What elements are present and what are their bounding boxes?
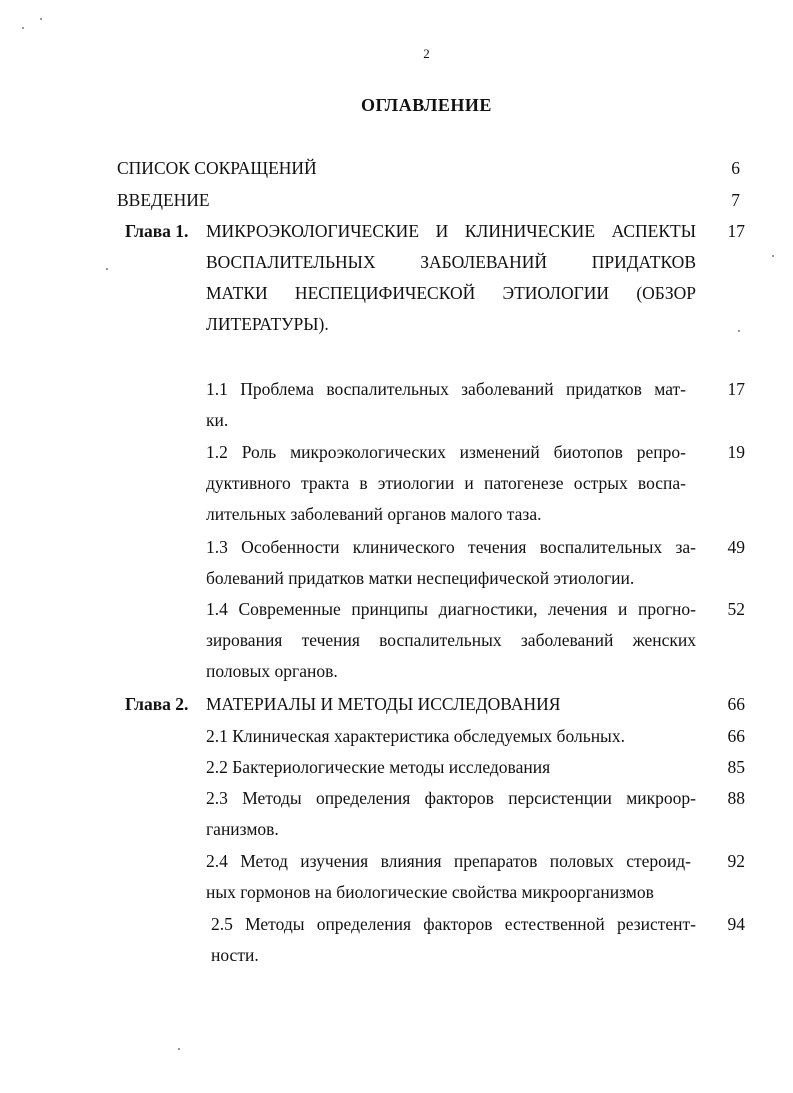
toc-entry-page: 17 [727,379,745,399]
section-title: 2.1 Клиническая характеристика обследуемых больных. [206,726,625,746]
chapter-title-line: МИКРОЭКОЛОГИЧЕСКИЕ И КЛИНИЧЕСКИЕ АСПЕКТЫ [206,221,696,241]
toc-entry-page: 94 [727,914,745,934]
section-title-line: зирования течения воспалительных заболеваний женских [206,630,696,650]
toc-entry-page: 17 [727,221,745,241]
section-title-line: лительных заболеваний органов малого таза. [206,504,542,524]
section-title-line: ных гормонов на биологические свойства микроорганизмов [206,882,654,902]
chapter-title [206,216,696,340]
section-title: 2.2 Бактериологические методы исследования [206,757,551,777]
toc-section-1-3 [0,532,793,594]
section-title-line: ности. [211,945,259,965]
section-title [206,532,696,594]
section-title-line: 2.5 Методы определения факторов естественной резистент- [211,914,696,934]
toc-entry-page: 85 [727,757,745,777]
chapter-title-line: МАТКИ НЕСПЕЦИФИЧЕСКОЙ ЭТИОЛОГИИ (ОБЗОР [206,283,696,303]
toc-chapter-2 [0,689,793,720]
section-title-line: 1.4 Современные принципы диагностики, лечения и прогно- [206,599,696,619]
section-title-line: 1.3 Особенности клинического течения воспалительных за- [206,537,696,557]
section-title [206,594,696,687]
toc-section-2-5 [0,909,793,971]
section-title [206,846,691,908]
chapter-label: Глава 2. [125,694,189,714]
toc-entry-page: 49 [727,537,745,557]
toc-chapter-1 [0,216,793,340]
toc-entry-page: 92 [727,851,745,871]
toc-entry-text: ВВЕДЕНИЕ [117,190,210,210]
toc-section-2-1 [0,721,793,752]
toc-entry-text: СПИСОК СОКРАЩЕНИЙ [117,158,317,178]
section-title-line: дуктивного тракта в этиологии и патогенезе острых воспа- [206,473,686,493]
section-title-line: 1.2 Роль микроэкологических изменений биотопов репро- [206,442,686,462]
toc-entry-page: 19 [727,442,745,462]
section-title-line: 2.4 Метод изучения влияния препаратов половых стероид- [206,851,691,871]
section-title [211,909,696,971]
section-title-line: 1.1 Проблема воспалительных заболеваний придатков мат- [206,379,686,399]
scan-speck [22,27,24,29]
toc-section-1-2 [0,437,793,530]
toc-section-1-1 [0,374,793,436]
section-title-line: ганизмов. [206,819,279,839]
section-title-line: половых органов. [206,661,338,681]
toc-entry-page: 7 [731,190,740,210]
section-title [206,783,696,845]
section-title-line: 2.3 Методы определения факторов персистенции микроор- [206,788,696,808]
section-title [206,374,686,436]
chapter-label: Глава 1. [125,221,189,241]
section-title-line: ки. [206,410,229,430]
toc-section-2-2 [0,752,793,783]
toc-section-2-3 [0,783,793,845]
toc-entry-abbreviations [0,153,793,184]
scan-speck [40,18,42,20]
toc-section-1-4 [0,594,793,687]
scan-speck [178,1048,180,1050]
page-number: 2 [423,46,430,61]
chapter-title-line: ЛИТЕРАТУРЫ). [206,314,329,334]
toc-entry-page: 66 [727,694,745,714]
toc-entry-page: 88 [727,788,745,808]
section-title-line: болеваний придатков матки неспецифической этиологии. [206,568,635,588]
page-title: ОГЛАВЛЕНИЕ [361,95,492,115]
section-title [206,437,686,530]
toc-entry-page: 6 [731,158,740,178]
chapter-title: МАТЕРИАЛЫ И МЕТОДЫ ИССЛЕДОВАНИЯ [206,694,561,714]
toc-entry-introduction [0,185,793,216]
toc-entry-page: 52 [727,599,745,619]
toc-section-2-4 [0,846,793,908]
toc-entry-page: 66 [727,726,745,746]
chapter-title-line: ВОСПАЛИТЕЛЬНЫХ ЗАБОЛЕВАНИЙ ПРИДАТКОВ [206,252,696,272]
